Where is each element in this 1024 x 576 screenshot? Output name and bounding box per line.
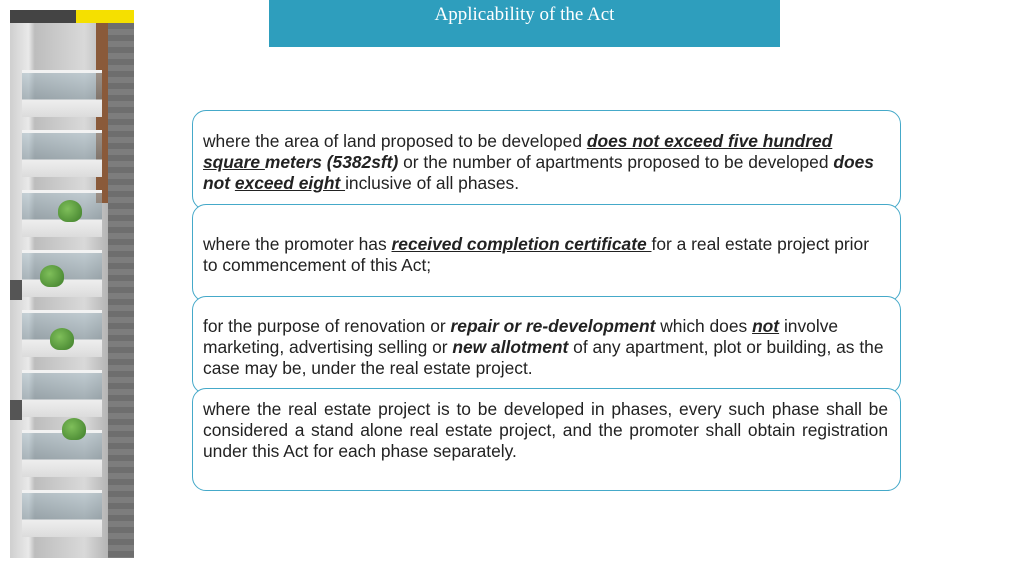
- text-segment: which does: [655, 316, 753, 336]
- emphasis-text: received completion certificate: [391, 234, 652, 254]
- emphasis-text: does not: [203, 152, 874, 193]
- slide-title: Applicability of the Act: [434, 4, 615, 25]
- emphasis-text: exceed eight: [234, 173, 346, 193]
- emphasis-text: not: [752, 316, 780, 336]
- text-segment: or the number of apartments proposed to be developed: [398, 152, 834, 172]
- condition-text-3: [203, 316, 888, 379]
- condition-text-4: where the real estate project is to be developed in phases, every such phase shall be considered a stand alone real estate project, and the promoter shall obtain registration under this Act for each phase separately.: [203, 399, 888, 461]
- condition-box-2: [192, 204, 901, 302]
- plant-icon: [40, 265, 64, 287]
- plant-icon: [62, 418, 86, 440]
- text-segment: for a real estate project prior to commencement of this Act;: [203, 234, 869, 275]
- text-segment: where the promoter has: [203, 234, 392, 254]
- building-side-wall: [108, 23, 134, 558]
- plant-icon: [58, 200, 82, 222]
- condition-box-1: [192, 110, 901, 210]
- building-top-accent: [76, 10, 134, 23]
- building-balcony: [22, 70, 102, 117]
- text-segment: for the purpose of renovation or: [203, 316, 451, 336]
- plant-icon: [50, 328, 74, 350]
- emphasis-text: repair or re-development: [450, 316, 656, 336]
- text-segment: where the area of land proposed to be developed: [203, 131, 587, 151]
- building-shadow: [10, 400, 22, 420]
- building-balcony: [22, 130, 102, 177]
- building-balcony: [22, 490, 102, 537]
- building-top-strip: [10, 10, 76, 23]
- condition-text-2: [203, 234, 888, 276]
- condition-box-4: [192, 388, 901, 491]
- condition-text-1: [203, 131, 888, 194]
- building-shadow: [10, 280, 22, 300]
- building-balcony: [22, 370, 102, 417]
- text-segment: inclusive of all phases.: [345, 173, 520, 193]
- building-illustration: [10, 10, 134, 558]
- title-banner: [269, 0, 780, 47]
- text-segment: involve marketing, advertising selling or: [203, 316, 839, 357]
- emphasis-text: does not exceed five hundred square: [203, 131, 833, 172]
- condition-box-3: [192, 296, 901, 394]
- text-segment: of any apartment, plot or building, as the case may be, under the real estate project.: [203, 337, 884, 378]
- emphasis-text: new allotment: [452, 337, 569, 357]
- emphasis-text: meters (5382sft): [264, 152, 399, 172]
- building-balcony: [22, 430, 102, 477]
